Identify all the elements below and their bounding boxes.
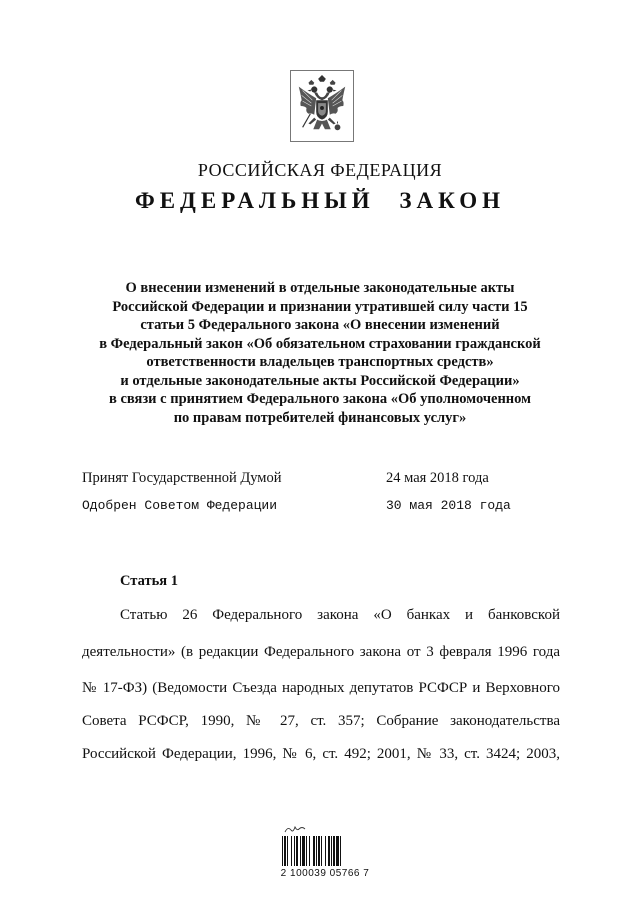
barcode-bar [340,836,341,866]
barcode-bar [313,836,315,866]
barcode-bar [306,836,307,866]
barcode-bar [325,836,326,866]
article-heading: Статья 1 [120,573,178,589]
law-title-line: по правам потребителей финансовых услуг» [173,409,467,426]
law-title-line: Российской Федерации и признании утратившей силу части 15 [112,298,528,315]
barcode-icon [280,836,370,866]
law-title-line: и отдельные законодательные акты Российской Федерации» [120,372,520,389]
adoption-duma-date: 24 мая 2018 года [386,470,489,486]
article-line: Статью 26 Федерального закона «О банках и банковской [120,607,560,623]
law-title-line: в Федеральный закон «Об обязательном страховании гражданской [99,335,541,352]
article-line: деятельности» (в редакции Федерального закона от 3 февраля 1996 года [82,644,560,660]
barcode-bar [336,836,339,866]
barcode-number: 2 100039 05766 7 [280,868,370,879]
barcode-bar [282,836,283,866]
barcode-bar [296,836,298,866]
barcode-bar [318,836,320,866]
barcode-bar [291,836,292,866]
double-headed-eagle-emblem-icon [291,71,353,141]
barcode-bar [287,836,288,866]
state-emblem [290,70,354,142]
country-name: РОССИЙСКАЯ ФЕДЕРАЦИЯ [197,160,443,180]
barcode-bar [294,836,295,866]
article-line: Совета РСФСР, 1990, № 27, ст. 357; Собрание законодательства [82,713,560,729]
handwritten-mark-icon [283,824,307,834]
approval-council-date: 30 мая 2018 года [386,498,511,513]
barcode-bar [300,836,301,866]
barcode-bar [284,836,286,866]
barcode-bar [333,836,335,866]
adoption-duma-label: Принят Государственной Думой [82,470,282,486]
barcode-bar [302,836,305,866]
barcode-bar [309,836,310,866]
law-title [70,279,570,427]
barcode-bar [321,836,322,866]
barcode-bar [331,836,332,866]
law-title-line: в связи с принятием Федерального закона «Об уполномоченном [108,391,532,407]
document-type-heading: ФЕДЕРАЛЬНЫЙ ЗАКОН [134,188,506,213]
barcode-bar [328,836,330,866]
barcode-bar [316,836,317,866]
approval-council-label: Одобрен Советом Федерации [82,498,278,513]
article-line: № 17-ФЗ) (Ведомости Съезда народных депутатов РСФСР и Верховного [82,680,560,696]
barcode [280,836,370,870]
law-title-line: статьи 5 Федерального закона «О внесении изменений [140,317,500,333]
law-title-line: О внесении изменений в отдельные законодательные акты [125,280,515,296]
law-title-line: ответственности владельцев транспортных средств» [146,354,494,370]
article-line: Российской Федерации, 1996, № 6, ст. 492; 2001, № 33, ст. 3424; 2003, [82,746,560,762]
